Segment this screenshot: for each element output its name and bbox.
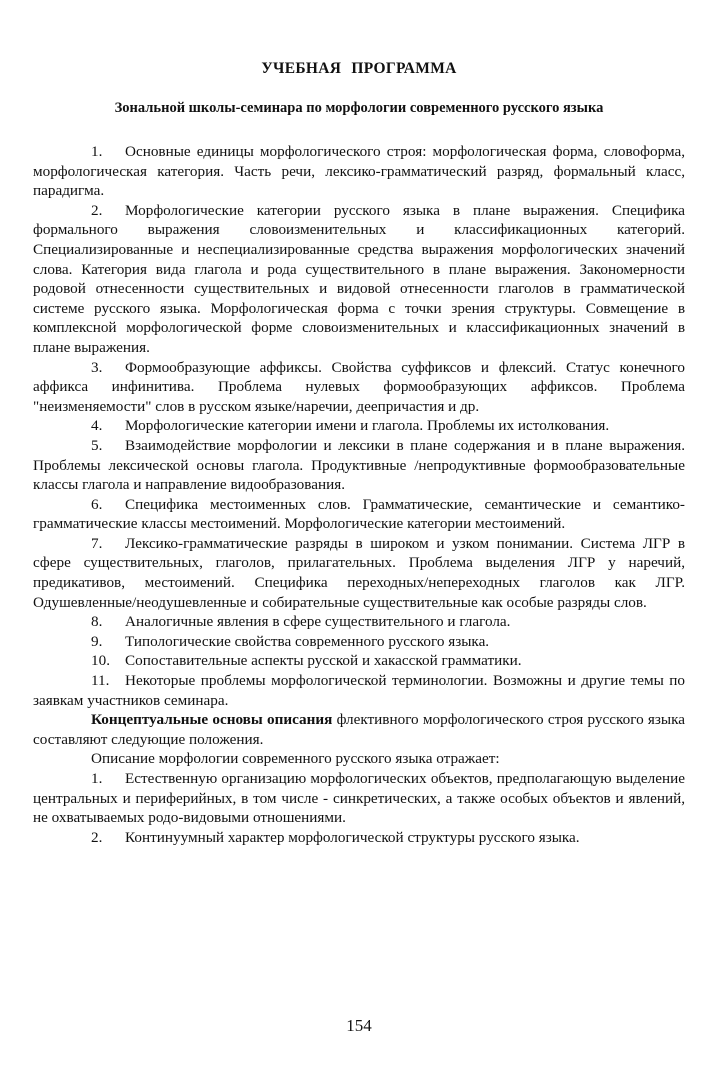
list-item [33,142,685,201]
item-text: Сопоставительные аспекты русской и хакасской грамматики. [125,652,522,670]
description-intro: Описание морфологии современного русского языка отражает: [91,750,500,768]
item-text: Основные единицы морфологического строя: морфологическая форма, словоформа, морфологическая категория. Часть речи, лексико-грамматический разряд, формальный класс, парадигма. [33,143,685,200]
item-number: 6. [91,495,103,513]
list-item [33,201,685,358]
list-item [33,436,685,495]
point-item [33,769,685,828]
list-item [33,612,685,632]
item-text: Взаимодействие морфологии и лексики в плане содержания и в плане выражения. Проблемы лексической основы глагола. Продуктивные /непродуктивные формообразовательные классы глагола и направление видообразования. [33,436,685,494]
list-item [33,632,685,652]
item-number: 3. [91,358,103,376]
list-item [33,671,685,710]
list-item [33,534,685,612]
page-subtitle: Зональной школы-семинара по морфологии современного русского языка [114,100,604,116]
page-number: 154 [346,1016,372,1035]
item-text: Типологические свойства современного русского языка. [125,632,490,650]
item-number: 4. [91,417,103,435]
list-item [33,495,685,534]
item-number: 1. [91,143,103,160]
item-text: Специфика местоименных слов. Грамматические, семантические и семантико-грамматические классы местоимений. Морфологические категории местоимений. [33,495,685,533]
item-number: 7. [91,534,103,552]
point-text: Естественную организацию морфологических объектов, предполагающую выделение центральных и периферийных, в том числе - синкретических, а также особых объектов и явлений, не охватываемых родо-видовыми отношениями. [33,770,685,827]
item-number: 9. [91,632,103,650]
concept-text: флективного морфологического строя русского языка составляют следующие положения. [33,711,685,748]
concept-heading: Концептуальные основы описания [91,711,333,729]
item-text: Некоторые проблемы морфологической терминологии. Возможны и другие темы по заявкам участников семинара. [33,672,685,709]
concept-paragraph [33,710,685,749]
list-item [33,416,685,436]
item-text: Лексико-грамматические разряды в широком и узком понимании. Система ЛГР в сфере существительных, глаголов, прилагательных. Проблема выделения ЛГР у наречий, предикативов, местоимений. Специфика переходных/непереходных глаголов как ЛГР. Одушевленные/неодушевленные и собирательные существительные как особые разряды слов. [33,534,685,611]
list-item [33,358,685,417]
document-body [33,142,685,847]
item-text: Формообразующие аффиксы. Свойства суффиксов и флексий. Статус конечного аффикса инфинитива. Проблема нулевых формообразующих аффиксов. Проблема "неизменяемости" слов в русском языке/наречии, деепричастия и др. [33,358,685,415]
list-item [33,651,685,671]
item-number: 8. [91,613,103,631]
point-item [33,828,685,848]
point-number: 2. [91,828,103,846]
item-number: 11. [91,672,110,690]
point-text: Континуумный характер морфологической структуры русского языка. [125,828,580,846]
item-text: Морфологические категории русского языка в плане выражения. Специфика формального выражения словоизменительных и классификационных категорий. Специализированные и неспециализированные средства выражения морфологических значений слова. Категория вида глагола и рода существительного в плане выражения. Закономерности родовой отнесенности существительных и видовой отнесенности глаголов в грамматической системе русского языка. Морфологическая форма с точки зрения структуры. Совмещение в комплексной морфологической форме словоизменительных и классификационных значений в плане выражения. [33,201,685,356]
item-text: Аналогичные явления в сфере существительного и глагола. [125,613,511,631]
item-text: Морфологические категории имени и глагола. Проблемы их истолкования. [125,417,610,435]
page-title: УЧЕБНАЯ ПРОГРАММА [261,60,457,77]
item-number: 2. [91,201,103,219]
point-number: 1. [91,770,103,787]
item-number: 5. [91,436,103,454]
item-number: 10. [91,652,110,670]
